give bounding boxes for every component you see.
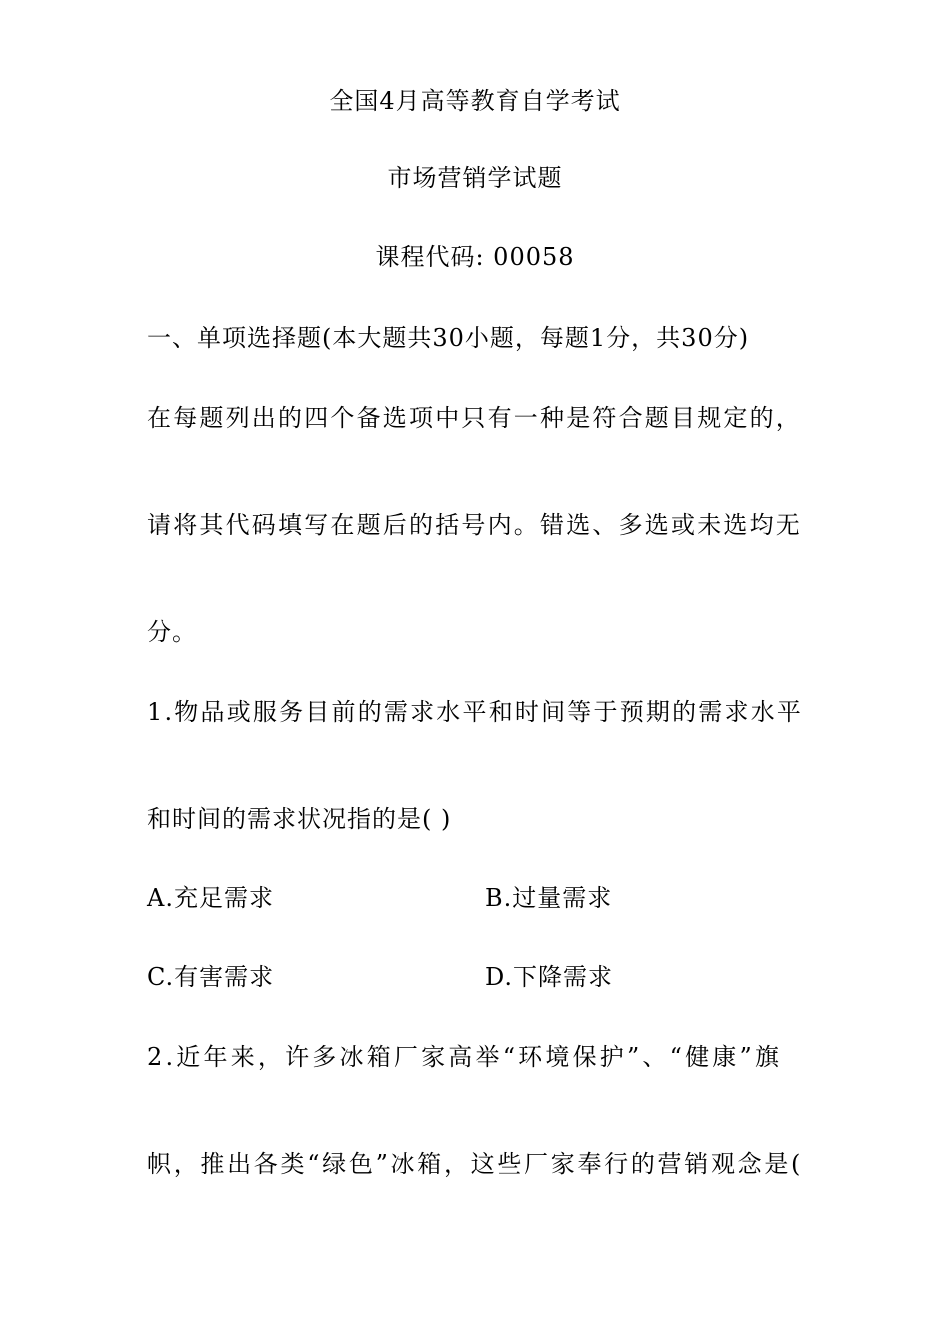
question-1-option-c: C.有害需求 xyxy=(147,963,275,991)
instruction-line-1: 在每题列出的四个备选项中只有一种是符合题目规定的， xyxy=(147,404,802,432)
question-1-option-d: D.下降需求 xyxy=(485,963,614,991)
instruction-line-2: 请将其代码填写在题后的括号内。错选、多选或未选均无 xyxy=(147,511,802,539)
instruction-line-3: 分。 xyxy=(147,618,197,646)
question-1-stem-line-1: 1.物品或服务目前的需求水平和时间等于预期的需求水平 xyxy=(147,698,804,726)
exam-subject: 市场营销学试题 xyxy=(387,164,563,192)
question-1-option-b: B.过量需求 xyxy=(485,884,613,912)
question-1-stem-line-2: 和时间的需求状况指的是( ) xyxy=(147,805,452,833)
section-heading: 一、单项选择题(本大题共30小题，每题1分，共30分) xyxy=(147,324,750,352)
course-code: 课程代码: 00058 xyxy=(375,243,575,271)
question-1-option-a: A.充足需求 xyxy=(147,884,274,912)
question-2-stem-line-1: 2.近年来，许多冰箱厂家高举“环境保护”、“健康”旗 xyxy=(147,1043,783,1071)
question-2-stem-line-2: 帜，推出各类“绿色”冰箱，这些厂家奉行的营销观念是( xyxy=(147,1150,804,1178)
exam-title: 全国4月高等教育自学考试 xyxy=(329,87,621,115)
